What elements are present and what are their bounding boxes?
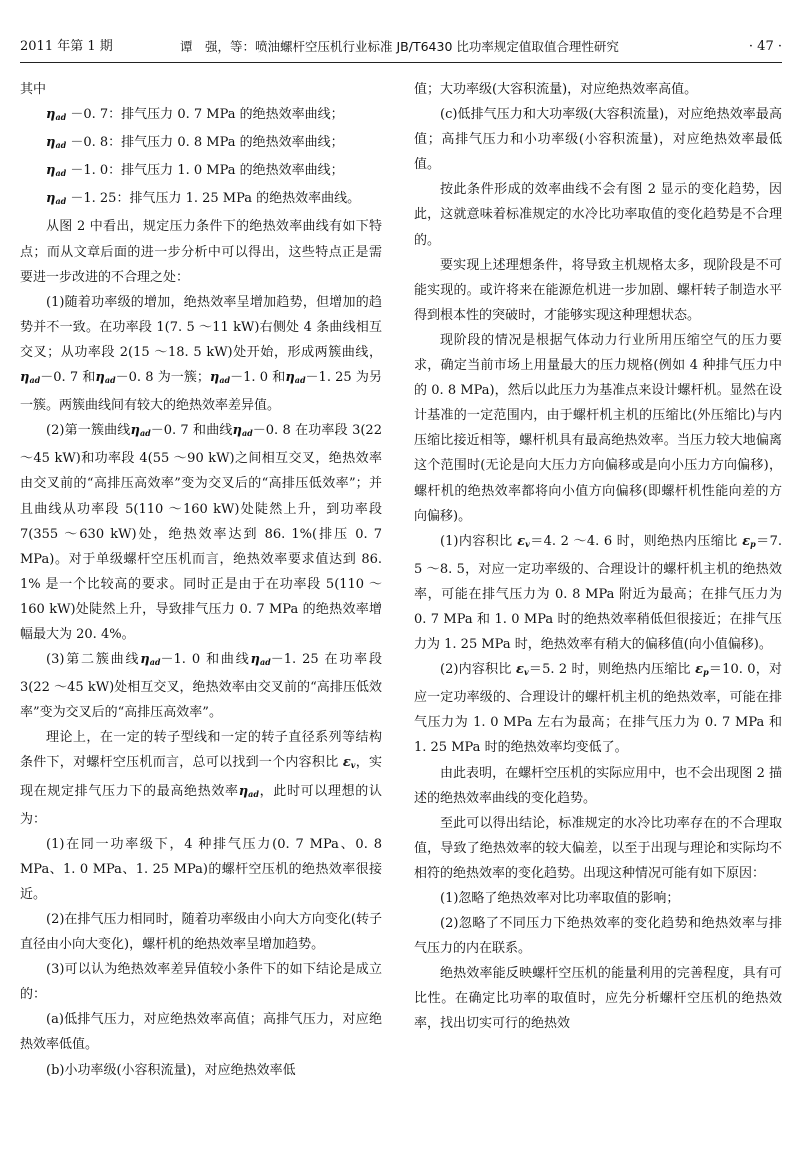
definition-line	[20, 158, 382, 186]
text-run: －0. 7 和	[40, 370, 96, 386]
text-run: ＝5. 2 时，则绝热内压缩比	[528, 662, 691, 678]
eta-symbol: $\eta_{ad}$	[20, 370, 41, 386]
definition-text: －0. 8：排气压力 0. 8 MPa 的绝热效率曲线；	[70, 135, 344, 151]
paragraph: (3)可以认为绝热效率差异值较小条件下的如下结论是成立的：	[20, 962, 382, 1003]
text-run: (2)内容积比	[440, 662, 512, 678]
epsilon-symbol: $\varepsilon_v$	[516, 662, 529, 678]
eta-symbol: $\eta_{ad}$	[238, 783, 259, 799]
text-run: －1. 25 在功率段 3(22 ～45 kW)处相互交叉，绝热效率由交叉前的“高排压低效率”变为交叉后的“高排压高效率”。	[20, 652, 382, 721]
eta-symbol: $\eta_{ad}$	[232, 423, 253, 439]
eta-symbol: $\eta_{ad}$	[95, 370, 116, 386]
paragraph: (c)低排气压力和大功率级(大容积流量)，对应绝热效率最高值；高排气压力和小功率级(小容积流量)，对应绝热效率最低值。	[414, 107, 782, 173]
text-run: (3)第二簇曲线	[46, 652, 141, 668]
page-number: · 47 ·	[748, 39, 782, 54]
eta-symbol: $\eta_{ad}$	[209, 370, 231, 386]
text-run: (1)随着功率级的增加，绝热效率呈增加趋势，但增加的趋势并不一致。在功率段 1(7. 5 ～11 kW)右侧处 4 条曲线相互交叉；从功率段 2(15 ～18. 5 kW)处开始，形成两簇曲线，	[20, 294, 382, 360]
paragraph	[20, 725, 382, 831]
definition-line	[20, 130, 382, 158]
text-run: －0. 8 在功率段 3(22 ～45 kW)和功率段 4(55 ～90 kW)之间相互交叉，绝热效率由交叉前的“高排压高效率”变为交叉后的“高排压低效率”；并且曲线从功率段 5(110 ～160 kW)处陡然上升，到功率段 7(355 ～630 kW)处，绝热效率达到 86. 1%(排压 0. 7 MPa)。对于单级螺杆空压机而言，绝热效率要求值达到 86. 1% 是一个比较高的要求。同时正是由于在功率段 5(110 ～160 kW)处陡然上升，导致排气压力 0. 7 MPa 的绝热效率增幅最大为 20. 4%。	[20, 423, 382, 642]
text-run: (2)第一簇曲线	[46, 423, 131, 439]
text-run: ，实现在规定排气压力下的最高绝热效率	[20, 755, 382, 799]
eta-symbol: $\eta_{ad}$	[46, 163, 67, 179]
text-run: ＝7. 5 ～8. 5，对应一定功率级的、合理设计的螺杆机主机的绝热效率，可能在排气压力为 0. 8 MPa 附近为最高；在排气压力为 0. 7 MPa 和 1. 0 MPa 时的绝热效率稍低但很接近；在排气压力为 1. 25 MPa 时，绝热效率有稍大的偏移值(向小值偏移)。	[414, 533, 782, 653]
text-run: 理论上，在一定的转子型线和一定的转子直径系列等结构条件下，对螺杆空压机而言，总可以找到一个内容积比	[20, 730, 382, 771]
paragraph: 由此表明，在螺杆空压机的实际应用中，也不会出现图 2 描述的绝热效率曲线的变化趋势。	[414, 765, 782, 806]
paragraph: (1)在同一功率级下，4 种排气压力(0. 7 MPa、0. 8 MPa、1. 0 MPa、1. 25 MPa)的螺杆空压机的绝热效率很接近。	[20, 836, 382, 902]
text-run: －1. 25 为另一簇。两簇曲线间有较大的绝热效率差异值。	[20, 370, 382, 414]
paragraph: 按此条件形成的效率曲线不会有图 2 显示的变化趋势，因此，这就意味着标准规定的水冷比功率取值的变化趋势是不合理的。	[414, 182, 782, 248]
article-title: 谭 强，等：喷油螺杆空压机行业标准 JB/T6430 比功率规定值取值合理性研究	[180, 39, 619, 54]
eta-symbol: $\eta_{ad}$	[46, 107, 67, 123]
paragraph	[20, 418, 382, 647]
eta-symbol: $\eta_{ad}$	[140, 652, 161, 668]
right-column	[414, 77, 782, 1037]
paragraph: 现阶段的情况是根据气体动力行业所用压缩空气的压力要求，确定当前市场上用量最大的压力规格(例如 4 种排气压力中的 0. 8 MPa)，然后以此压力为基准点来设计螺杆机。显然在设计基准的一定范围内，由于螺杆机主机的压缩比(外压缩比)与内压缩比接近相等，螺杆机具有最高绝热效率。当压力较大地偏离这个范围时(无论是向大压力方向偏移或是向小压力方向偏移)，螺杆机的绝热效率都将向小值方向偏移(即螺杆机性能向差的方向偏移)。	[414, 332, 782, 524]
eta-symbol: $\eta_{ad}$	[46, 191, 67, 207]
paragraph: 值；大功率级(大容积流量)，对应绝热效率高值。	[414, 82, 698, 97]
paragraph: 要实现上述理想条件，将导致主机规格太多，现阶段是不可能实现的。或许将来在能源危机进一步加剧、螺杆转子制造水平得到根本性的突破时，才能够实现这种理想状态。	[414, 257, 782, 323]
left-column	[20, 77, 382, 1083]
definition-text: －1. 25：排气压力 1. 25 MPa 的绝热效率曲线。	[70, 191, 361, 207]
paragraph: 从图 2 中看出，规定压力条件下的绝热效率曲线有如下特点；而从文章后面的进一步分析中可以得出，这些特点正是需要进一步改进的不合理之处：	[20, 219, 382, 285]
text-run: －0. 7 和曲线	[150, 423, 233, 439]
eta-symbol: $\eta_{ad}$	[46, 135, 67, 151]
definition-line	[20, 186, 382, 214]
paragraph	[20, 290, 382, 418]
epsilon-symbol: $\varepsilon_v$	[342, 755, 356, 771]
paragraph: (1)忽略了绝热效率对比功率取值的影响；	[440, 891, 680, 906]
paragraph: (a)低排气压力，对应绝热效率高值；高排气压力，对应绝热效率低值。	[20, 1012, 382, 1053]
paragraph: 至此可以得出结论，标准规定的水冷比功率存在的不合理取值，导致了绝热效率的较大偏差，以至于出现与理论和实际均不相符的绝热效率的变化趋势。出现这种情况可能有如下原因：	[414, 815, 782, 881]
text-run: －0. 8 为一簇；	[115, 370, 210, 386]
text-run: －1. 0 和	[230, 370, 286, 386]
paragraph	[20, 647, 382, 725]
text-run: ，此时可以理想的认为：	[20, 783, 382, 827]
paragraph: 其中	[20, 82, 47, 97]
definition-line	[20, 102, 382, 130]
text-run: ＝10. 0，对应一定功率级的、合理设计的螺杆机主机的绝热效率，可能在排气压力为 1. 0 MPa 左右为最高；在排气压力为 0. 7 MPa 和 1. 25 MPa 时的绝热效率均变低了。	[414, 662, 782, 756]
paragraph	[414, 657, 782, 760]
running-header	[20, 37, 782, 57]
paragraph	[414, 529, 782, 657]
definition-text: －0. 7：排气压力 0. 7 MPa 的绝热效率曲线；	[70, 107, 344, 123]
eta-symbol: $\eta_{ad}$	[130, 423, 151, 439]
text-run: －1. 0 和曲线	[160, 652, 251, 668]
eta-symbol: $\eta_{ad}$	[250, 652, 271, 668]
text-run: ＝4. 2 ～4. 6 时，则绝热内压缩比	[529, 533, 738, 549]
paragraph: (2)在排气压力相同时，随着功率级由小向大方向变化(转子直径由小向大变化)，螺杆机的绝热效率呈增加趋势。	[20, 912, 382, 953]
epsilon-symbol: $\varepsilon_p$	[695, 662, 709, 678]
eta-symbol: $\eta_{ad}$	[285, 370, 306, 386]
issue-label: 2011 年第 1 期	[20, 39, 113, 54]
paragraph: (b)小功率级(小容积流量)，对应绝热效率低	[46, 1062, 296, 1078]
header-rule	[20, 62, 782, 63]
paragraph: (2)忽略了不同压力下绝热效率的变化趋势和绝热效率与排气压力的内在联系。	[414, 916, 782, 957]
definition-text: －1. 0：排气压力 1. 0 MPa 的绝热效率曲线；	[70, 163, 344, 179]
epsilon-symbol: $\varepsilon_p$	[742, 533, 756, 549]
epsilon-symbol: $\varepsilon_v$	[517, 533, 530, 549]
paragraph: 绝热效率能反映螺杆空压机的能量利用的完善程度，具有可比性。在确定比功率的取值时，应先分析螺杆空压机的绝热效率，找出切实可行的绝热效	[414, 966, 782, 1032]
text-run: (1)内容积比	[440, 533, 513, 549]
